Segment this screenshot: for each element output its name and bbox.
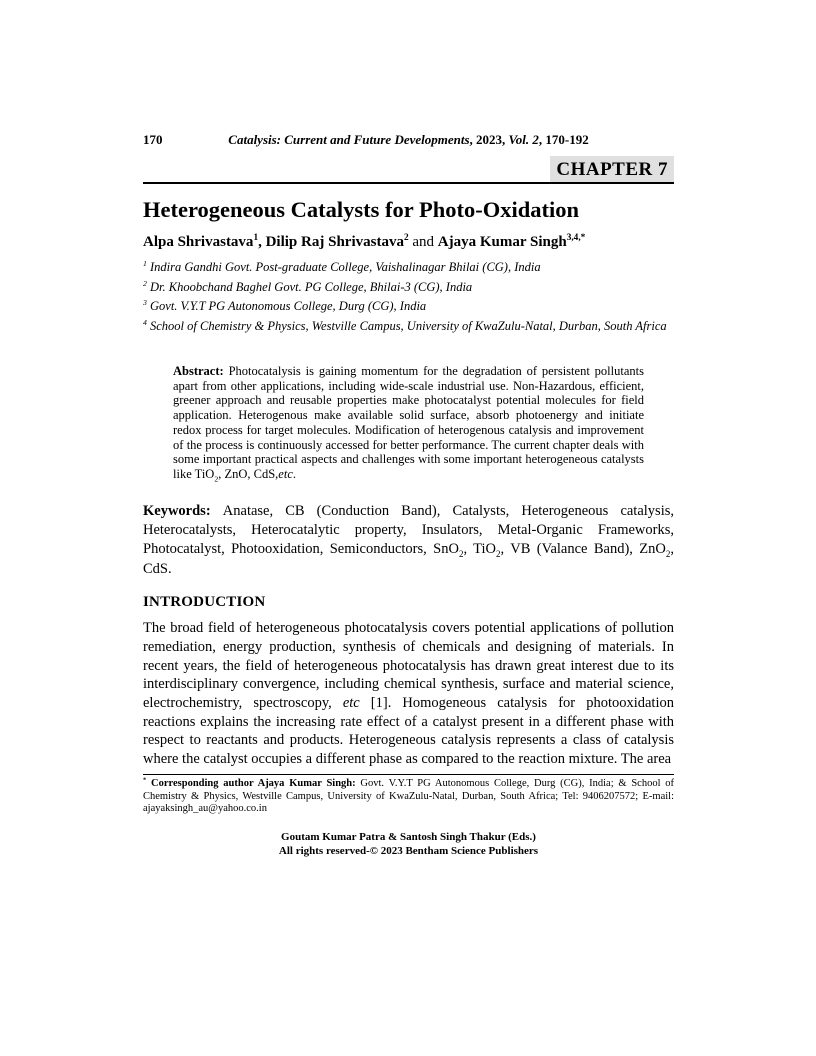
page-number: 170	[143, 132, 163, 147]
affiliations-block	[143, 258, 674, 336]
section-heading-introduction: INTRODUCTION	[143, 594, 266, 611]
copyright-line: All rights reserved-© 2023 Bentham Science Publishers	[278, 844, 539, 857]
introduction-paragraph: The broad field of heterogeneous photocatalysis covers potential applications of pollution remediation, energy production, synthesis of chemicals and designing of materials. In recent years, the field of heterogeneous photocatalysis has drawn great interest due to its interdisciplinary convergence, including chemical synthesis, surface and material science, electrochemistry, spectroscopy, etc [1]. Homogeneous catalysis for photooxidation reactions explains the increasing rate effect of a catalyst present in a different phase with respect to reactants and products. Heterogeneous catalysis represents a class of catalysis where the catalyst occupies a different phase as compared to the reaction mixture. The area	[143, 620, 674, 768]
journal-citation: Catalysis: Current and Future Developments, 2023, Vol. 2, 170-192	[228, 132, 589, 147]
affiliation-line: $^4$ School of Chemistry & Physics, Westville Campus, University of KwaZulu-Natal, Durban, South Africa	[143, 317, 667, 333]
editors-line: Goutam Kumar Patra & Santosh Singh Thakur (Eds.)	[281, 831, 536, 844]
authors-line: Alpa Shrivastava$^1$, Dilip Raj Shrivastava$^2$ and Ajaya Kumar Singh$^{3,4,*}$	[143, 233, 586, 250]
running-header	[143, 132, 674, 147]
chapter-badge: CHAPTER 7	[550, 156, 674, 182]
affiliation-line: $^1$ Indira Gandhi Govt. Post-graduate College, Vaishalinagar Bhilai (CG), India	[143, 258, 541, 274]
corresponding-author-footnote: * Corresponding author Ajaya Kumar Singh: Govt. V.Y.T PG Autonomous College, Durg (CG), India; & School of Chemistry & Physics, Westville Campus, University of KwaZulu-Natal, Durban, South Africa; Tel: 9406207572; E-mail: ajayaksingh_au@yahoo.co.in	[143, 776, 674, 815]
publisher-footer	[143, 831, 674, 858]
affiliation-line: $^3$ Govt. V.Y.T PG Autonomous College, Durg (CG), India	[143, 297, 427, 313]
affiliation-line: $^2$ Dr. Khoobchand Baghel Govt. PG College, Bhilai-3 (CG), India	[143, 278, 473, 294]
keywords-paragraph: Keywords: Anatase, CB (Conduction Band), Catalysts, Heterogeneous catalysis, Heterocatalysts, Heterocatalytic property, Insulators, Metal-Organic Frameworks, Photocatalyst, Photooxidation, Semiconductors, SnO$_2$, TiO$_2$, VB (Valance Band), ZnO$_2$, CdS.	[143, 502, 674, 577]
footnote-divider	[143, 774, 674, 775]
chapter-header-rule	[143, 156, 674, 184]
abstract-paragraph: Abstract: Photocatalysis is gaining momentum for the degradation of persistent pollutants apart from other applications, including wide-scale industrial use. Non-Hazardous, efficient, greener approach and reusable properties make photocatalyst potential molecules for field application. Heterogenous make available solid surface, absorb photoenergy and initiate redox process for target molecules. Modification of heterogenous catalysis and improvement of the process is continuously accessed for better performance. The current chapter deals with some important practical aspects and challenges with some important heterogeneous catalysts like TiO$_2$, ZnO, CdS,etc.	[173, 364, 644, 484]
page-content	[143, 132, 674, 858]
chapter-title: Heterogeneous Catalysts for Photo-Oxidation	[143, 197, 580, 222]
